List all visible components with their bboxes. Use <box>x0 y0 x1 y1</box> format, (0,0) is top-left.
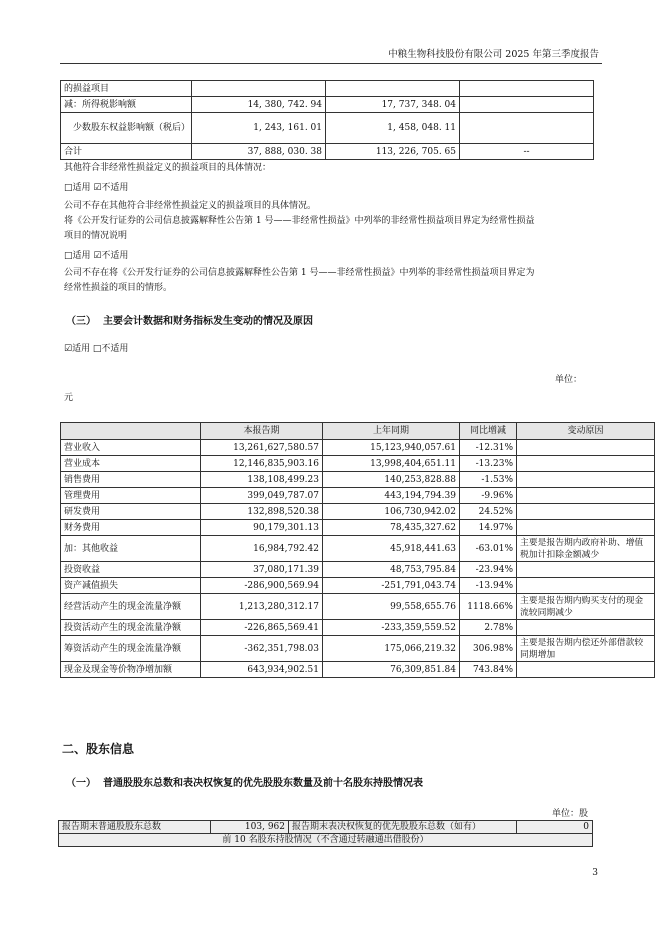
row-item: 管理费用 <box>61 488 201 504</box>
note-cell <box>460 113 594 144</box>
row-item: 投资活动产生的现金流量净额 <box>61 620 201 636</box>
current-period-value: 1,213,280,312.17 <box>201 594 323 620</box>
row-item: 加：其他收益 <box>61 536 201 562</box>
unit-label: 单位： <box>554 375 582 385</box>
yoy-change: -63.01% <box>460 536 517 562</box>
current-value: 14, 380, 742. 94 <box>192 97 326 113</box>
header-prior: 上年同期 <box>323 423 460 440</box>
table-row <box>61 472 655 488</box>
row-label: 合计 <box>61 144 192 160</box>
prior-period-value: -233,359,559.52 <box>323 620 460 636</box>
header-reason: 变动原因 <box>517 423 655 440</box>
change-reason: 主要是报告期内购买支付的现金流较同期减少 <box>517 594 655 620</box>
current-period-value: 643,934,902.51 <box>201 662 323 678</box>
total-shareholders-value: 103, 962 <box>211 821 289 834</box>
prior-period-value: 78,435,327.62 <box>323 520 460 536</box>
prior-period-value: 15,123,940,057.61 <box>323 440 460 456</box>
row-item: 现金及现金等价物净增加额 <box>61 662 201 678</box>
table-row <box>61 594 655 620</box>
page-number: 3 <box>592 868 598 878</box>
prior-period-value: 76,309,851.84 <box>323 662 460 678</box>
yoy-change: -9.96% <box>460 488 517 504</box>
table-row <box>61 636 655 662</box>
current-period-value: 37,080,171.39 <box>201 562 323 578</box>
row-item: 研发费用 <box>61 504 201 520</box>
change-reason <box>517 488 655 504</box>
change-reason <box>517 562 655 578</box>
prior-period-value: 13,998,404,651.11 <box>323 456 460 472</box>
yoy-change: 1118.66% <box>460 594 517 620</box>
current-value: 37, 888, 030. 38 <box>192 144 326 160</box>
ytd-value <box>326 81 460 97</box>
table-row <box>61 520 655 536</box>
table-row <box>61 81 594 97</box>
table-row <box>59 834 593 847</box>
current-period-value: 399,049,787.07 <box>201 488 323 504</box>
change-reason <box>517 472 655 488</box>
change-reason <box>517 662 655 678</box>
row-item: 财务费用 <box>61 520 201 536</box>
preferred-shareholders-value: 0 <box>517 821 593 834</box>
table-header-row <box>61 423 655 440</box>
table-row <box>61 113 594 144</box>
section-number: （三） <box>66 316 96 327</box>
header-change: 同比增减 <box>460 423 517 440</box>
current-period-value: 90,179,301.13 <box>201 520 323 536</box>
section-title: 主要会计数据和财务指标发生变动的情况及原因 <box>102 316 313 327</box>
row-item: 营业成本 <box>61 456 201 472</box>
top10-caption: 前 10 名股东持股情况（不含通过转融通出借股份） <box>59 834 593 847</box>
change-reason <box>517 578 655 594</box>
header-divider <box>60 63 602 64</box>
prior-period-value: 99,558,655.76 <box>323 594 460 620</box>
row-item: 资产减值损失 <box>61 578 201 594</box>
prior-period-value: 443,194,794.39 <box>323 488 460 504</box>
change-reason: 主要是报告期内偿还外部借款较同期增加 <box>517 636 655 662</box>
yoy-change: -12.31% <box>460 440 517 456</box>
subsection-one-heading <box>66 774 423 789</box>
yoy-change: 24.52% <box>460 504 517 520</box>
table-row <box>61 662 655 678</box>
no-reclassification-paragraph-line1: 公司不存在将《公开发行证券的公司信息披露解释性公告第 1 号——非经常性损益》中列举的非经常性损益项目界定为 <box>64 268 535 278</box>
unit-shares-label: 单位：股 <box>551 809 588 819</box>
note-cell <box>460 81 594 97</box>
no-reclassification-paragraph-line2: 经常性损益的项目的情形。 <box>64 283 173 293</box>
change-reason <box>517 440 655 456</box>
yoy-change: 2.78% <box>460 620 517 636</box>
other-items-paragraph: 其他符合非经常性损益定义的损益项目的具体情况： <box>64 163 272 173</box>
current-value: 1, 243, 161. 01 <box>192 113 326 144</box>
current-period-value: 12,146,835,903.16 <box>201 456 323 472</box>
reclassification-paragraph-line2: 项目的情况说明 <box>64 231 128 241</box>
reclassification-paragraph-line1: 将《公开发行证券的公司信息披露解释性公告第 1 号——非经常性损益》中列举的非经常性损益项目界定为经常性损益 <box>64 216 535 226</box>
prior-period-value: -251,791,043.74 <box>323 578 460 594</box>
current-period-value: 132,898,520.38 <box>201 504 323 520</box>
total-shareholders-label: 报告期末普通股股东总数 <box>59 821 211 834</box>
note-cell <box>460 97 594 113</box>
row-item: 筹资活动产生的现金流量净额 <box>61 636 201 662</box>
table-row <box>61 488 655 504</box>
yoy-change: -13.23% <box>460 456 517 472</box>
subsection-title: 普通股股东总数和表决权恢复的优先股股东数量及前十名股东持股情况表 <box>102 778 423 789</box>
section-three-heading <box>66 312 313 327</box>
preferred-shareholders-label: 报告期末表决权恢复的优先股股东总数（如有） <box>289 821 517 834</box>
applicability-checkbox-3: ☑适用 □不适用 <box>64 344 129 354</box>
table-row <box>61 440 655 456</box>
yoy-change: 14.97% <box>460 520 517 536</box>
section-two-heading: 二、股东信息 <box>62 742 135 756</box>
table-row <box>59 821 593 834</box>
change-reason <box>517 504 655 520</box>
row-label: 减：所得税影响额 <box>61 97 192 113</box>
table-row <box>61 504 655 520</box>
prior-period-value: 175,066,219.32 <box>323 636 460 662</box>
table-row <box>61 562 655 578</box>
prior-period-value: 48,753,795.84 <box>323 562 460 578</box>
change-reason <box>517 456 655 472</box>
report-header-title: 中粮生物科技股份有限公司 2025 年第三季度报告 <box>388 49 599 60</box>
current-period-value: 16,984,792.42 <box>201 536 323 562</box>
yoy-change: -23.94% <box>460 562 517 578</box>
table-row <box>61 144 594 160</box>
no-other-items-paragraph: 公司不存在其他符合非经常性损益定义的损益项目的具体情况。 <box>64 201 317 211</box>
row-label: 的损益项目 <box>61 81 192 97</box>
prior-period-value: 140,253,828.88 <box>323 472 460 488</box>
yoy-change: -13.94% <box>460 578 517 594</box>
current-value <box>192 81 326 97</box>
current-period-value: -286,900,569.94 <box>201 578 323 594</box>
row-item: 销售费用 <box>61 472 201 488</box>
ytd-value: 17, 737, 348. 04 <box>326 97 460 113</box>
applicability-checkbox-1: □适用 ☑不适用 <box>64 183 129 193</box>
prior-period-value: 45,918,441.63 <box>323 536 460 562</box>
subsection-number: （一） <box>66 778 96 789</box>
header-item <box>61 423 201 440</box>
current-period-value: -226,865,569.41 <box>201 620 323 636</box>
shareholder-summary-table <box>58 820 593 847</box>
row-item: 投资收益 <box>61 562 201 578</box>
row-item: 经营活动产生的现金流量净额 <box>61 594 201 620</box>
table-row <box>61 578 655 594</box>
table-row <box>61 97 594 113</box>
note-cell: -- <box>460 144 594 160</box>
yoy-change: -1.53% <box>460 472 517 488</box>
unit-value: 元 <box>64 393 74 403</box>
current-period-value: -362,351,798.03 <box>201 636 323 662</box>
applicability-checkbox-2: □适用 ☑不适用 <box>64 251 129 261</box>
table-row <box>61 620 655 636</box>
yoy-change: 306.98% <box>460 636 517 662</box>
change-reason: 主要是报告期内政府补助、增值税加计扣除金额减少 <box>517 536 655 562</box>
table-row <box>61 456 655 472</box>
ytd-value: 113, 226, 705. 65 <box>326 144 460 160</box>
row-item: 营业收入 <box>61 440 201 456</box>
ytd-value: 1, 458, 048. 11 <box>326 113 460 144</box>
change-reason <box>517 520 655 536</box>
current-period-value: 13,261,627,580.57 <box>201 440 323 456</box>
row-label: 少数股东权益影响额（税后） <box>61 113 192 144</box>
non-recurring-items-table <box>60 80 594 160</box>
prior-period-value: 106,730,942.02 <box>323 504 460 520</box>
table-row <box>61 536 655 562</box>
financial-changes-table <box>60 422 655 678</box>
yoy-change: 743.84% <box>460 662 517 678</box>
header-current: 本报告期 <box>201 423 323 440</box>
change-reason <box>517 620 655 636</box>
current-period-value: 138,108,499.23 <box>201 472 323 488</box>
